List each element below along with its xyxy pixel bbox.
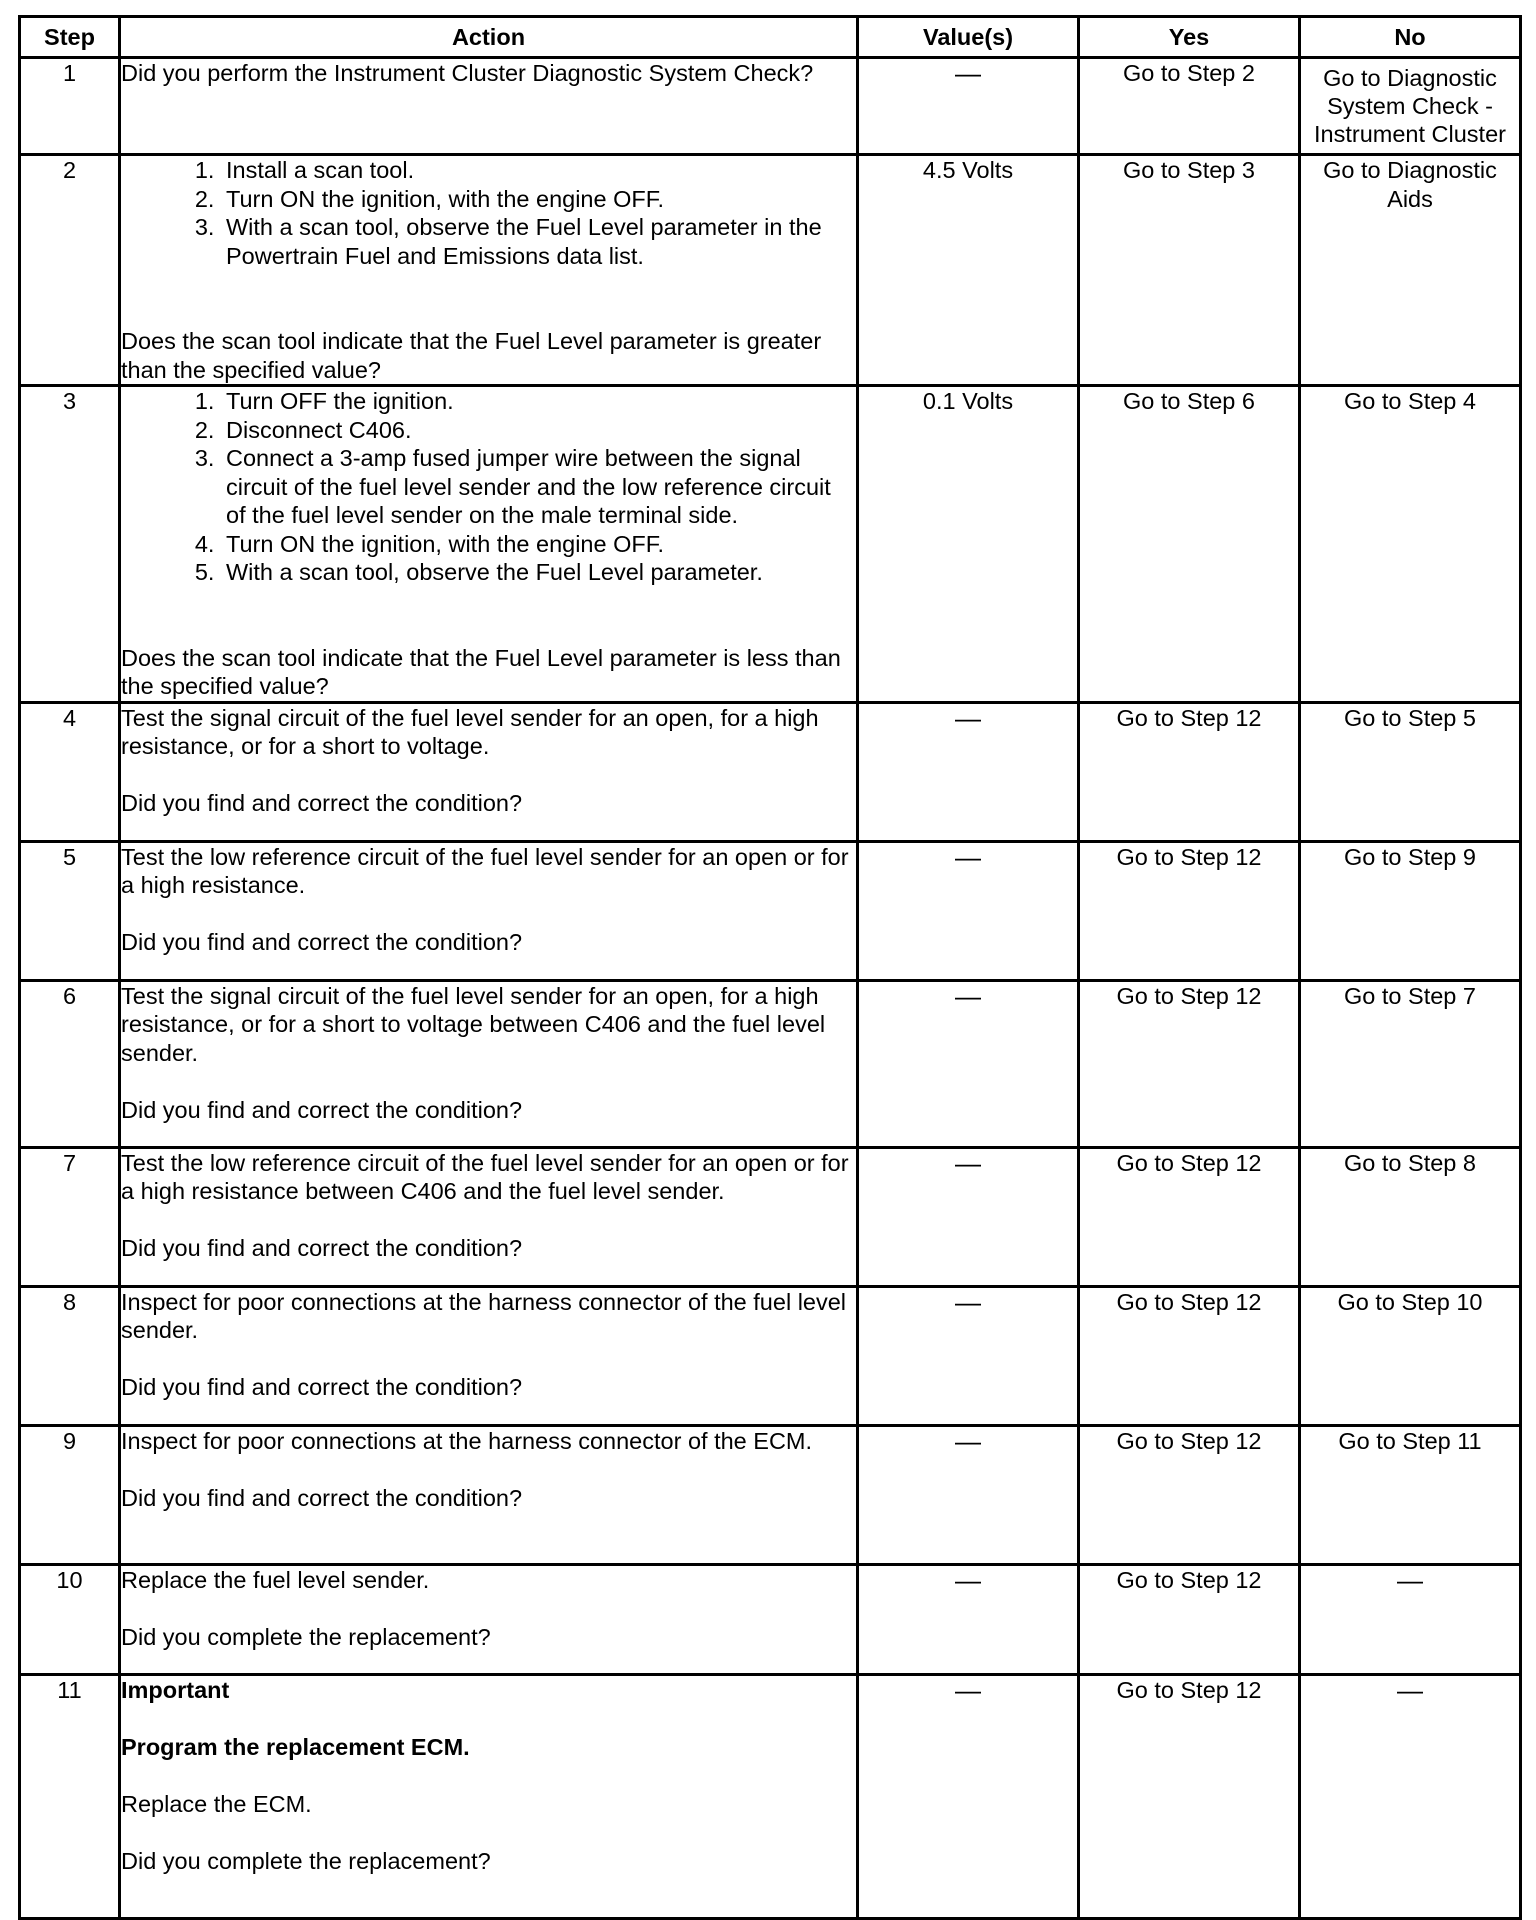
- action-cell: [120, 1147, 858, 1286]
- action-list-item: 4. Turn ON the ignition, with the engine OFF.: [221, 530, 856, 559]
- table-row: [20, 155, 1521, 386]
- action-question: Did you find and correct the condition?: [121, 1096, 523, 1123]
- yes-cell: Go to Step 12: [1079, 1147, 1300, 1286]
- header-action: Action: [120, 17, 858, 58]
- action-cell: [120, 841, 858, 980]
- table-row: [20, 1425, 1521, 1564]
- action-text: Test the low reference circuit of the fuel level sender for an open or for a high resistance.: [121, 843, 849, 898]
- yes-cell: Go to Step 12: [1079, 1564, 1300, 1674]
- action-question: Did you find and correct the condition?: [121, 1484, 523, 1511]
- action-cell: [120, 1286, 858, 1425]
- step-number: 4: [20, 702, 120, 841]
- table-row: [20, 980, 1521, 1147]
- action-list-item: 2. Disconnect C406.: [221, 416, 856, 445]
- step-number: 3: [20, 386, 120, 703]
- no-cell: Go to Step 10: [1300, 1286, 1521, 1425]
- no-cell: Go to Step 11: [1300, 1425, 1521, 1564]
- step-number: 1: [20, 58, 120, 155]
- table-row: [20, 58, 1521, 155]
- action-cell: [120, 58, 858, 155]
- no-cell: Go to Step 8: [1300, 1147, 1521, 1286]
- step-number: 10: [20, 1564, 120, 1674]
- important-label: Important: [121, 1676, 230, 1703]
- action-text: Inspect for poor connections at the harness connector of the ECM.: [121, 1427, 813, 1454]
- action-list: [121, 387, 856, 587]
- value-cell: —: [858, 58, 1079, 155]
- table-row: [20, 1674, 1521, 1918]
- header-step: Step: [20, 17, 120, 58]
- action-text: Did you perform the Instrument Cluster Diagnostic System Check?: [121, 60, 814, 86]
- step-number: 11: [20, 1674, 120, 1918]
- action-question: Did you find and correct the condition?: [121, 790, 523, 816]
- no-cell: Go to Step 5: [1300, 702, 1521, 841]
- no-cell: Go to Step 7: [1300, 980, 1521, 1147]
- step-number: 8: [20, 1286, 120, 1425]
- action-question: Did you complete the replacement?: [121, 1623, 491, 1650]
- yes-cell: Go to Step 12: [1079, 1674, 1300, 1918]
- action-cell: [120, 980, 858, 1147]
- no-cell: —: [1300, 1564, 1521, 1674]
- action-text: Test the signal circuit of the fuel level sender for an open, for a high resistance, or for a short to voltage between C406 and the fuel level sender.: [121, 982, 826, 1066]
- action-list-item: 3. With a scan tool, observe the Fuel Level parameter in the Powertrain Fuel and Emissions data list.: [221, 213, 856, 270]
- value-cell: —: [858, 1147, 1079, 1286]
- table-row: [20, 841, 1521, 980]
- action-list-item: 1. Install a scan tool.: [221, 156, 856, 185]
- no-cell: Go to Step 4: [1300, 386, 1521, 703]
- action-cell: [120, 1425, 858, 1564]
- action-list-item: 2. Turn ON the ignition, with the engine OFF.: [221, 185, 856, 214]
- table-row: [20, 1147, 1521, 1286]
- no-cell: —: [1300, 1674, 1521, 1918]
- yes-cell: Go to Step 12: [1079, 1286, 1300, 1425]
- action-question: Did you complete the replacement?: [121, 1847, 491, 1874]
- no-cell: Go to Diagnostic Aids: [1300, 155, 1521, 386]
- action-text: Test the signal circuit of the fuel level sender for an open, for a high resistance, or for a short to voltage.: [121, 704, 819, 759]
- action-cell: [120, 1674, 858, 1918]
- no-cell: Go to Diagnostic System Check - Instrument Cluster: [1300, 58, 1521, 155]
- action-question: Did you find and correct the condition?: [121, 1374, 523, 1400]
- value-cell: 4.5 Volts: [858, 155, 1079, 386]
- value-cell: —: [858, 702, 1079, 841]
- value-cell: —: [858, 1286, 1079, 1425]
- action-question: Does the scan tool indicate that the Fuel Level parameter is less than the specified value?: [121, 644, 841, 699]
- yes-cell: Go to Step 6: [1079, 386, 1300, 703]
- table-row: [20, 1564, 1521, 1674]
- value-cell: —: [858, 841, 1079, 980]
- action-text: Test the low reference circuit of the fuel level sender for an open or for a high resistance between C406 and the fuel level sender.: [121, 1149, 849, 1204]
- action-text: Replace the ECM.: [121, 1790, 312, 1817]
- header-values: Value(s): [858, 17, 1079, 58]
- action-list-item: 1. Turn OFF the ignition.: [221, 387, 856, 416]
- no-cell: Go to Step 9: [1300, 841, 1521, 980]
- value-cell: —: [858, 1425, 1079, 1564]
- step-number: 9: [20, 1425, 120, 1564]
- value-cell: 0.1 Volts: [858, 386, 1079, 703]
- diagnostic-table: [18, 15, 1522, 1920]
- yes-cell: Go to Step 12: [1079, 702, 1300, 841]
- action-cell: [120, 1564, 858, 1674]
- value-cell: —: [858, 1564, 1079, 1674]
- step-number: 6: [20, 980, 120, 1147]
- action-text: Replace the fuel level sender.: [121, 1566, 430, 1593]
- step-number: 2: [20, 155, 120, 386]
- yes-cell: Go to Step 12: [1079, 841, 1300, 980]
- step-number: 5: [20, 841, 120, 980]
- yes-cell: Go to Step 3: [1079, 155, 1300, 386]
- action-cell: [120, 155, 858, 386]
- yes-cell: Go to Step 12: [1079, 1425, 1300, 1564]
- table-row: [20, 702, 1521, 841]
- value-cell: —: [858, 1674, 1079, 1918]
- step-number: 7: [20, 1147, 120, 1286]
- yes-cell: Go to Step 2: [1079, 58, 1300, 155]
- header-no: No: [1300, 17, 1521, 58]
- header-yes: Yes: [1079, 17, 1300, 58]
- header-row: [20, 17, 1521, 58]
- action-list-item: 5. With a scan tool, observe the Fuel Level parameter.: [221, 558, 856, 587]
- action-text: Inspect for poor connections at the harness connector of the fuel level sender.: [121, 1288, 847, 1343]
- action-question: Did you find and correct the condition?: [121, 1235, 523, 1261]
- important-text: Program the replacement ECM.: [121, 1733, 470, 1760]
- action-question: Did you find and correct the condition?: [121, 929, 523, 955]
- value-cell: —: [858, 980, 1079, 1147]
- table-row: [20, 1286, 1521, 1425]
- action-list-item: 3. Connect a 3-amp fused jumper wire between the signal circuit of the fuel level sender and the low reference circuit of the fuel level sender on the male terminal side.: [221, 444, 856, 530]
- action-list: [121, 156, 856, 270]
- table-row: [20, 386, 1521, 703]
- action-question: Does the scan tool indicate that the Fuel Level parameter is greater than the specified value?: [121, 328, 822, 383]
- action-cell: [120, 702, 858, 841]
- yes-cell: Go to Step 12: [1079, 980, 1300, 1147]
- action-cell: [120, 386, 858, 703]
